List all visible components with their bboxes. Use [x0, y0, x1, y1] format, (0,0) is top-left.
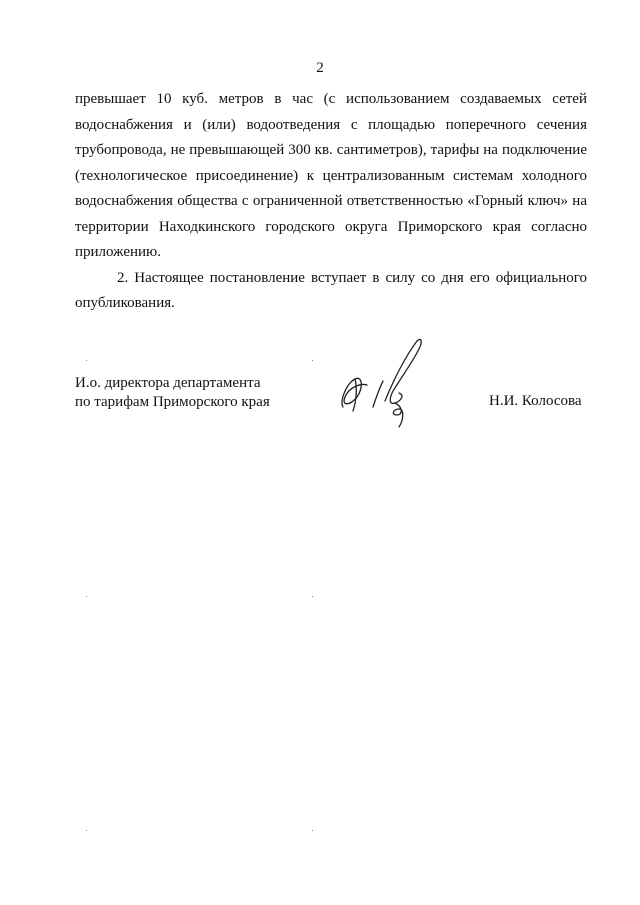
scan-speck: [312, 830, 313, 831]
signatory-title-line2: по тарифам Приморского края: [75, 394, 270, 410]
handwritten-signature: [333, 335, 433, 430]
paragraph-continuation: превышает 10 куб. метров в час (с использованием создаваемых сетей водоснабжения и (или) водоотведения с площадью поперечного сечения трубопровода, не превышающей 300 кв. сантиметров), тарифы на подключение (технологическое присоединение) к централизованным системам холодного водоснабжения общества с ограниченной ответственностью «Горный ключ» на территории Находкинского городского округа Приморского края согласно приложению.: [75, 91, 587, 260]
signatory-name: Н.И. Колосова: [489, 393, 582, 409]
scan-speck: [312, 360, 313, 361]
paragraph-effective-date: 2. Настоящее постановление вступает в силу со дня его официального опубликования.: [75, 269, 587, 311]
signatory-title-line1: И.о. директора департамента: [75, 375, 261, 391]
body-text: [75, 87, 587, 317]
scan-speck: [86, 596, 87, 597]
scan-speck: [86, 830, 87, 831]
signatory-title: [75, 374, 270, 412]
scan-speck: [312, 596, 313, 597]
scan-speck: [86, 360, 87, 361]
page-number: 2: [316, 60, 324, 76]
